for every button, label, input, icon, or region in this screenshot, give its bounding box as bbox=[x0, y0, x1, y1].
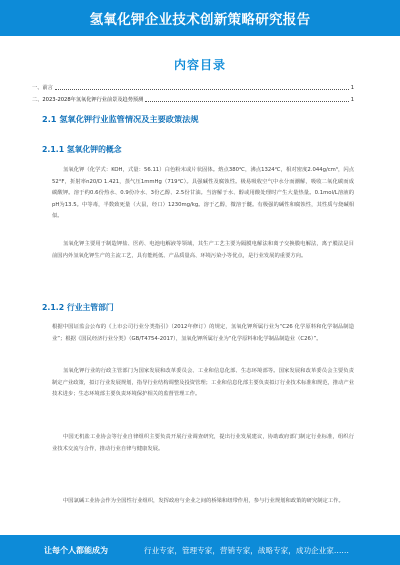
toc-title: 内容目录 bbox=[173, 58, 226, 72]
subsection-heading-authority: 2.1.2 行业主管部门 bbox=[42, 303, 114, 312]
footer-bar bbox=[0, 535, 400, 565]
paragraph: 氢氧化钾主要用于制造钾盐、医药、电池电解液等领域，其生产工艺主要为隔膜电解法和离子交换膜电解法，离子膜法是目前国内外氢氧化钾生产的主流工艺，具有能耗低、产品质量高、环境污染小等优点，是行业发展的重要方向。 bbox=[52, 241, 354, 259]
footer-slogan-right: 行业专家，管理专家，营销专家，战略专家，成功企业家…… bbox=[144, 545, 350, 555]
paragraph: 根据中国证监会公布的《上市公司行业分类指引》（2012年修订）的规定，氢氧化钾所属行业为“C26 化学原料和化学制品制造业”；根据《国民经济行业分类》（GB/T4754-2017），氢氧化钾所属行业为“化学原料和化学制品制造业（C26）”。 bbox=[52, 324, 354, 342]
paragraph: 氢氧化钾行业的行政主管部门为国家发展和改革委员会、工业和信息化部、生态环境部等。国家发展和改革委员会主要负责制定产业政策，拟订行业发展规划，指导行业结构调整及投资管理；工业和信息化部主要负责拟订行业技术标准和规范，推动产业技术进步；生态环境部主要负责环境保护相关的监督管理工作。 bbox=[52, 368, 354, 398]
report-header-bar bbox=[0, 0, 400, 36]
toc-item[interactable] bbox=[32, 94, 354, 103]
section-heading: 2.1 氢氧化钾行业监管情况及主要政策法规 bbox=[42, 114, 199, 124]
toc-item-page: 1 bbox=[350, 85, 354, 91]
toc-leader-dots bbox=[145, 101, 348, 102]
toc-item-page: 1 bbox=[350, 97, 354, 103]
toc-item-label: 二、2023-2028年氢氧化钾行业前景及趋势预测 bbox=[32, 97, 144, 103]
paragraph: 氢氧化钾（化学式：KOH，式量：56.11）白色粉末或片状固体。熔点380℃，沸点1324℃，相对密度2.044g/cm³，闪点52°F，折射率n20/D 1.421，蒸气压1mmHg（719℃）。具强碱性及腐蚀性。极易吸收空气中水分而潮解，吸收二氧化碳而成碳酸钾。溶于约0.6份热水、0.9份冷水、3份乙醇、2.5份甘油。当溶解于水、醇或用酸处理时产生大量热量。0.1mol/L溶液的pH为13.5。中等毒，半数致死量（大鼠，经口）1230mg/kg。溶于乙醇，微溶于醚。有极强的碱性和腐蚀性，其性质与烧碱相似。 bbox=[52, 167, 354, 220]
toc-item-label: 一、前言 bbox=[32, 85, 53, 91]
footer-slogan-left: 让每个人都能成为 bbox=[44, 545, 108, 555]
toc-item[interactable] bbox=[32, 82, 354, 91]
subsection-heading-concept: 2.1.1 氢氧化钾的概念 bbox=[42, 145, 122, 154]
report-title: 氢氧化钾企业技术创新策略研究报告 bbox=[89, 12, 311, 28]
toc-leader-dots bbox=[55, 89, 349, 90]
paragraph: 中国氯碱工业协会作为全国性行业组织，发挥政府与企业之间的桥梁和纽带作用，参与行业规划和政策的研究制定工作。 bbox=[63, 498, 344, 504]
paragraph: 中国无机盐工业协会等行业自律组织主要负责开展行业调查研究，提出行业发展建议，协助政府部门制定行业标准，组织行业技术交流与合作，推动行业自律与健康发展。 bbox=[52, 434, 354, 452]
